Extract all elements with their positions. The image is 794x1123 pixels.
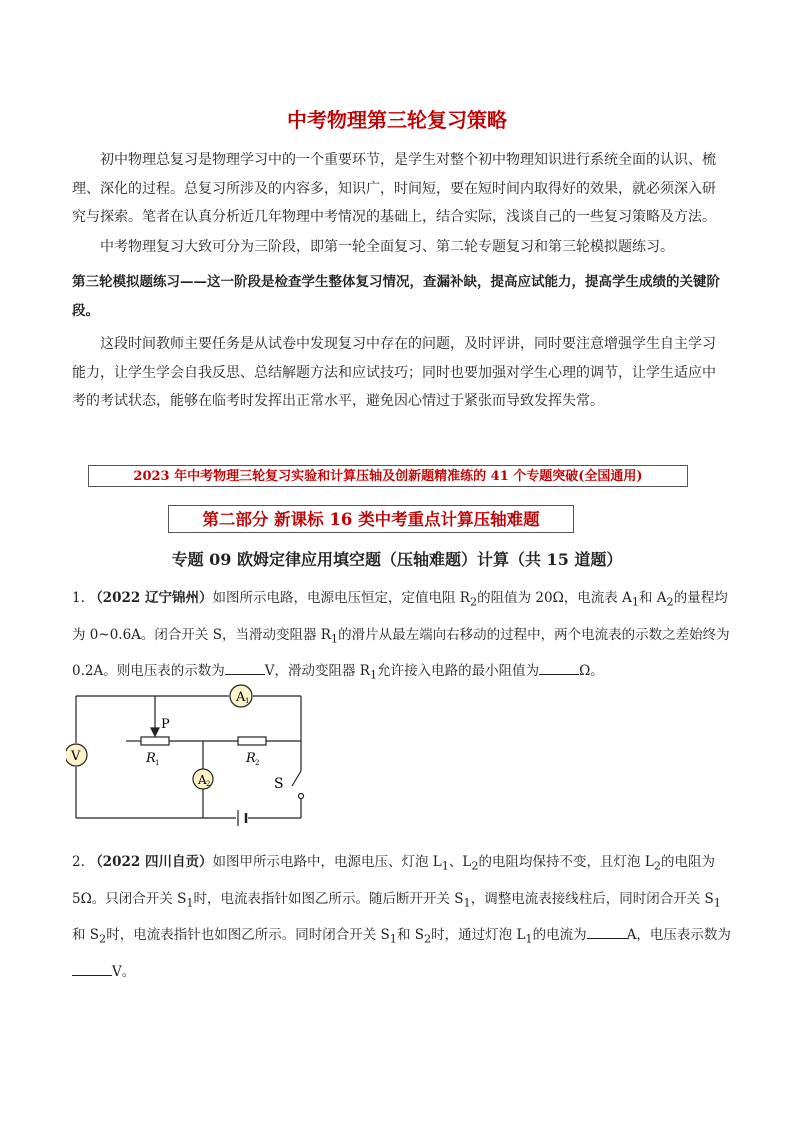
page-title: 中考物理第三轮复习策略 [287,108,507,132]
q1-text: 允许接入电路的最小阻值为 [377,663,540,680]
topic-heading: 专题 09 欧姆定律应用填空题（压轴难题）计算（共 15 道题） [171,550,623,569]
q2-text: 和 S [72,927,100,944]
r1-label: R [146,751,156,766]
q1-text: 的滑片从最左端向右移动的过程中，两个电流表的示数之差始终为 0.2A。则电压表的示数为 [72,626,730,680]
voltmeter-label: V [71,749,81,764]
q2-sub: 1 [463,896,471,910]
intro-paragraph-4: 这段时间教师主要任务是从试卷中发现复习中存在的问题，及时评讲，同时要注意增强学生自主学习能力，让学生学会自我反思、总结解题方法和应试技巧；同时也要加强对学生心理的调节，让学生适应中考的考试状态，能够在临考时发挥出正常水平，避免因心情过于紧张而导致发挥失常。 [72,336,716,409]
q1-text: 的量程均为 0~0.6A。闭合开关 S，当滑动变阻器 R [72,590,728,643]
q2-sub: 1 [389,933,397,947]
circuit-diagram [66,676,316,836]
q2-sub: 1 [186,896,194,910]
question-2 [72,846,732,988]
switch-label: S [274,776,284,792]
q2-sub: 1 [713,896,721,910]
q1-sub: 1 [369,669,378,683]
r2-sub: 2 [255,759,260,767]
intro-paragraph-1: 初中物理总复习是物理学习中的一个重要环节，是学生对整个初中物理知识进行系统全面的认识、梳理、深化的过程。总复习所涉及的内容多，知识广，时间短，要在短时间内取得好的效果，就必须深入研究与探索。笔者在认真分析近几年物理中考情况的基础上，结合实际，浅谈自己的一些复习策略及方法。 [72,152,716,225]
intro-paragraph-3: 第三轮模拟题练习——这一阶段是检查学生整体复习情况，查漏补缺，提高应试能力，提高学生成绩的关键阶段。 [72,274,720,319]
ammeter-a1-label: A [236,690,246,705]
q1-text: 如图所示电路，电源电压恒定，定值电阻 R [212,590,470,606]
q2-number: 2. [72,854,85,870]
q2-text: 、L [448,854,472,870]
answer-blank[interactable] [587,924,627,939]
q2-text: 时，电流表指针如图乙所示。随后断开开关 S [193,890,464,907]
ammeter-a2-sub: 2 [206,780,211,788]
intro-paragraph-2: 中考物理复习大致可分为三阶段，即第一轮全面复习、第二轮专题复习和第三轮模拟题练习。 [100,239,674,255]
r1-sub: 1 [155,759,160,767]
answer-blank[interactable] [539,660,579,675]
q1-sub: 1 [631,595,639,609]
q2-text: 时，通过灯泡 L [431,927,526,944]
q1-text: 和 A [638,590,667,606]
answer-blank[interactable] [72,961,112,976]
q2-text: A，电压表示数为 [626,927,731,944]
q2-text: V。 [112,964,136,981]
q2-sub: 1 [525,933,533,947]
q2-text: 的电流为 [532,927,587,944]
q1-text: Ω。 [579,663,604,680]
q1-source: （2022 辽宁锦州） [89,590,213,606]
q2-sub: 2 [653,859,661,873]
answer-blank[interactable] [225,660,265,675]
slider-label: P [161,717,170,732]
q2-text: 的电阻为 5Ω。只闭合开关 S [72,854,715,907]
q2-sub: 2 [99,933,107,947]
q1-sub: 2 [666,595,674,609]
q2-text: 的电阻均保持不变，且灯泡 L [478,854,654,870]
q1-sub: 2 [469,595,478,609]
q2-sub: 2 [423,933,432,947]
ammeter-a1-sub: 1 [245,697,250,705]
q1-text: 的阻值为 20Ω，电流表 A [477,590,632,606]
series-banner: 2023 年中考物理三轮复习实验和计算压轴及创新题精准练的 41 个专题突破(全国通用) [88,465,688,487]
q2-text: ，调整电流表接线柱后，同时闭合开关 S [470,890,714,907]
q2-text: 如图甲所示电路中，电源电压、灯泡 L [212,854,442,870]
q1-sub: 1 [330,632,339,646]
r2-label: R [246,751,256,766]
q2-text: 时，电流表指针也如图乙所示。同时闭合开关 S [106,927,390,944]
q2-source: （2022 四川自贡） [89,854,213,870]
q2-sub: 1 [441,859,449,873]
part-banner: 第二部分 新课标 16 类中考重点计算压轴难题 [168,505,574,533]
q2-sub: 2 [471,859,479,873]
ammeter-a2-label: A [198,773,207,787]
q1-number: 1. [72,590,85,606]
q1-text: V，滑动变阻器 R [264,663,370,680]
q2-text: 和 S [396,927,424,944]
